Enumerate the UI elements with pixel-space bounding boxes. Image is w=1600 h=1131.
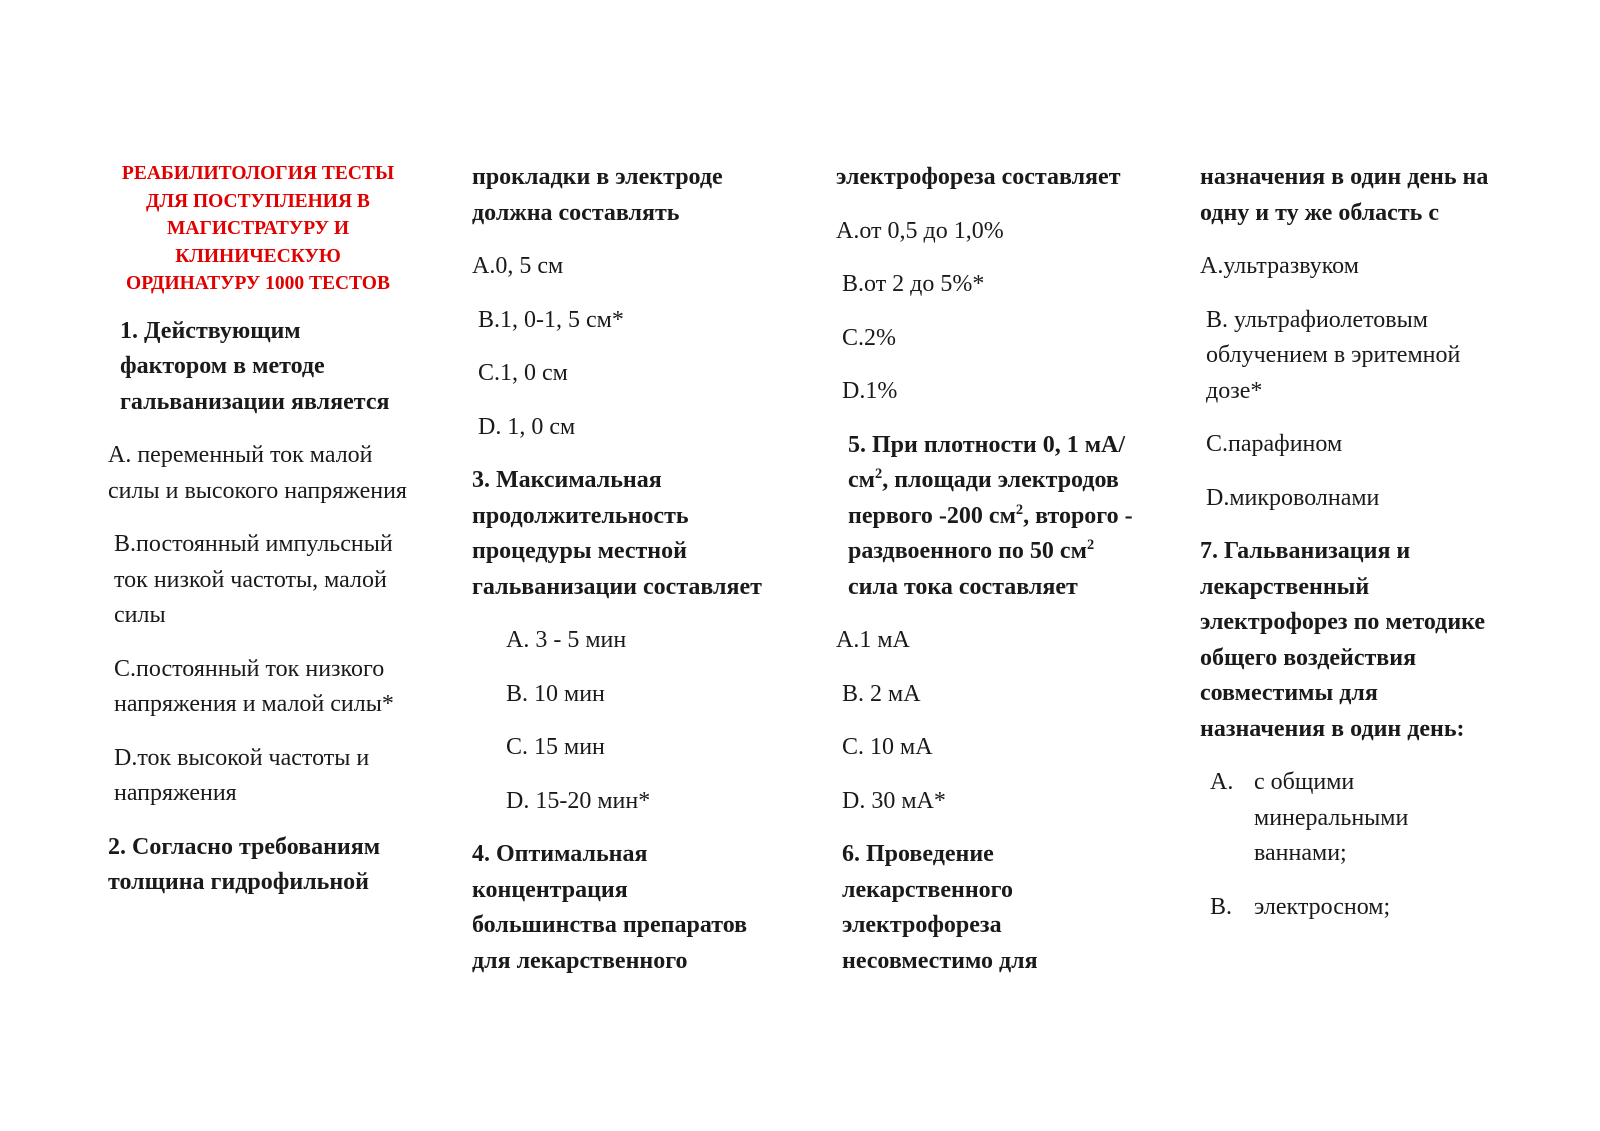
question-4-continued: электрофореза составляет [836,164,1121,190]
document-heading [108,160,408,298]
answer-option: A.1 мА [836,627,910,653]
option-letter: A. [1210,769,1234,795]
question-2: 2. Согласно требованиям толщина гидрофильной [108,833,381,895]
answer-option: D. 15-20 мин* [506,787,651,814]
answer-option: C.постоянный ток низкого напряжения и малой силы* [114,655,394,717]
question-5 [836,428,1136,606]
superscript: 2 [1086,537,1095,553]
question-2-continued: прокладки в электроде должна составлять [472,164,723,226]
answer-option: D.1% [842,378,898,404]
heading-line: РЕАБИЛИТОЛОГИЯ ТЕСТЫ [121,163,395,184]
option-text: с общими минеральными ваннами; [1254,769,1409,866]
question-5-text: , площади электродов первого -200 см [848,467,1119,529]
question-3: 3. Максимальная продолжительность процедуры местной гальванизации составляет [472,467,762,600]
heading-line: ОРДИНАТУРУ 1000 ТЕСТОВ [126,273,390,294]
answer-option: B.от 2 до 5%* [842,271,985,297]
answer-option: C. 15 мин [506,734,605,760]
answer-option: A.ультразвуком [1200,253,1359,279]
question-4: 4. Оптимальная концентрация большинства препаратов для лекарственного [472,841,748,974]
question-6: 6. Проведение лекарственного электрофореза несовместимо для [842,841,1038,974]
answer-option: B.постоянный импульсный ток низкой частоты, малой силы [114,531,393,628]
answer-option: B. ультрафиолетовым облучением в эритемной дозе* [1206,306,1461,404]
superscript: 2 [875,466,883,482]
answer-option: A. переменный ток малой силы и высокого напряжения [108,442,407,504]
heading-line: МАГИСТРАТУРУ И [166,218,350,239]
answer-option: A. 3 - 5 мин [506,627,627,653]
option-letter: B. [1210,893,1233,920]
answer-option: C.парафином [1206,431,1343,457]
question-5-text: сила тока составляет [848,573,1078,600]
answer-option: D.микроволнами [1206,484,1380,511]
question-6-continued: назначения в один день на одну и ту же область с [1200,164,1489,226]
column-2 [472,160,772,997]
answer-option: B. 2 мА [842,680,921,707]
column-3 [836,160,1136,997]
question-7: 7. Гальванизация и лекарственный электрофорез по методике общего воздействия совместимы для назначения в один день: [1200,538,1486,742]
heading-line: ДЛЯ ПОСТУПЛЕНИЯ В [146,190,370,212]
answer-option: C.2% [842,324,896,351]
answer-option: A.0, 5 см [472,253,564,279]
answer-option: C. 10 мА [842,734,933,760]
answer-option: D.ток высокой частоты и напряжения [114,744,370,806]
answer-option: C.1, 0 см [478,360,568,386]
answer-option [1200,765,1500,872]
question-5-text: 5. При плотности 0, 1 мА/см [848,431,1126,493]
answer-option: D. 1, 0 см [478,413,576,440]
answer-option: B. 10 мин [506,680,605,707]
option-text: электросном; [1254,893,1391,920]
column-4 [1200,160,1500,943]
answer-option: B.1, 0-1, 5 см* [478,306,624,333]
question-1: 1. Действующим фактором в методе гальванизации является [120,317,390,415]
answer-option [1200,890,1500,926]
heading-line: КЛИНИЧЕСКУЮ [175,245,341,267]
answer-option: A.от 0,5 до 1,0% [836,217,1004,244]
answer-option: D. 30 мА* [842,787,946,814]
column-1 [108,160,408,919]
question-5-text: , второго - раздвоенного по 50 см [848,502,1133,564]
superscript: 2 [1015,501,1024,518]
